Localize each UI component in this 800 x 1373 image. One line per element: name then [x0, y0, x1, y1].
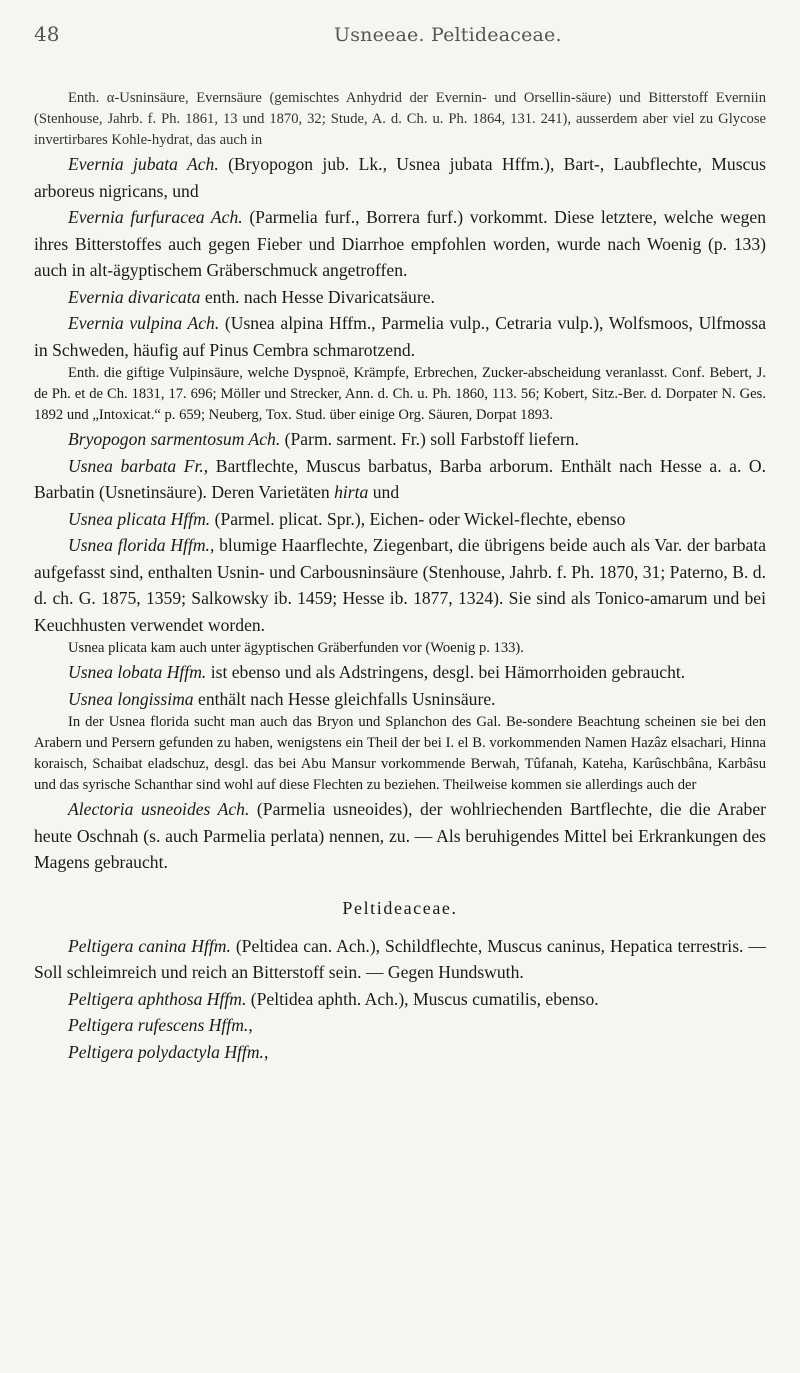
paragraph-text: (Usnea alpina Hffm., Parmelia vulp., Cetraria vulp.), Wolfsmoos, Ulfmossa in Schweden, häufig auf Pinus Cembra schmarotzend. — [34, 313, 767, 360]
paragraph — [34, 88, 766, 151]
paragraph-text: enthält nach Hesse gleichfalls Usninsäure. — [193, 688, 496, 709]
paragraph-text: Enth. α-Usninsäure, Evernsäure (gemischtes Anhydrid der Evernin- und Orsellin-säure) und Bitterstoff Everniin (Stenhouse, Jahrb. f. Ph. 1861, 13 und 1870, 32; Stude, A. d. Ch. u. Ph. 1864, 131. 241), ausserdem aber viel zu Glycose invertirbares Kohle-hydrat, das auch in — [34, 90, 766, 148]
paragraph — [34, 506, 766, 533]
paragraph-text: (Parmelia furf., Borrera furf.) vorkommt. Diese letztere, welche wegen ihres Bitterstoffes auch gegen Fieber und Diarrhoe empfohlen worden, wurde nach Woenig (p. 133) auch in alt-ägyptischem Gräberschmuck angetroffen. — [34, 207, 766, 280]
paragraph-text: und — [368, 482, 400, 502]
paragraph — [34, 310, 766, 363]
paragraph-text: (Bryopogon jub. Lk., Usnea jubata Hffm.), Bart-, Laubflechte, Muscus arboreus nigricans, und — [34, 154, 767, 201]
page-header — [34, 22, 766, 52]
paragraph — [34, 532, 766, 638]
paragraph-text: (Peltidea can. Ach.), Schildflechte, Muscus caninus, Hepatica terrestris. — Soll schleimreich und reich an Bitterstoff sein. — Gegen Hundswuth. — [34, 935, 766, 982]
paragraph-text: (Parmelia usneoides), der wohlriechenden Bartflechte, die die Araber heute Oschnah (s. auch Parmelia perlata) nennen, zu. — Als beruhigendes Mittel bei Erkrankungen des Magens gebraucht. — [34, 799, 767, 872]
taxon-name: Peltigera rufescens Hffm. — [68, 1015, 249, 1035]
paragraph — [34, 363, 766, 426]
paragraph-text: (Parmel. plicat. Spr.), Eichen- oder Wickel-flechte, ebenso — [210, 508, 626, 529]
paragraph-text: enth. nach Hesse Divaricatsäure. — [200, 286, 435, 307]
taxon-name: Usnea florida Hffm. — [68, 535, 210, 555]
taxon-name: Peltigera canina Hffm. — [68, 935, 231, 956]
paragraph — [34, 453, 766, 506]
taxon-name: hirta — [334, 482, 369, 502]
running-head: Usneeae. Peltideaceae. — [334, 24, 562, 46]
taxon-name: Evernia furfuracea Ach. — [68, 207, 243, 227]
paragraph — [34, 659, 766, 686]
paragraph — [34, 1039, 766, 1066]
paragraph — [34, 712, 766, 796]
taxon-name: Usnea plicata Hffm. — [68, 508, 211, 529]
paragraph — [34, 638, 766, 659]
taxon-name: Bryopogon sarmentosum Ach. — [68, 429, 281, 449]
paragraph-text: ist ebenso und als Adstringens, desgl. bei Hämorrhoiden gebraucht. — [206, 662, 686, 682]
page-number: 48 — [34, 22, 60, 46]
taxon-name: Evernia vulpina Ach. — [68, 313, 220, 333]
taxon-name: Usnea barbata Fr. — [68, 455, 204, 476]
paragraph — [34, 986, 766, 1013]
paragraph-text: , — [248, 1015, 253, 1035]
section-heading: Peltideaceae. — [342, 897, 458, 918]
paragraph-text: , blumige Haarflechte, Ziegenbart, die übrigens beide auch als Var. der barbata aufgefasst sind, enthalten Usnin- und Carbousninsäure (Stenhouse, Jahrb. f. Ph. 1870, 31; Paterno, B. d. d. ch. G. 1875, 1359; Salkowsky ib. 1459; Hesse ib. 1877, 1324). Sie sind als Tonico-amarum und bei Keuchhusten verwendet worden. — [34, 535, 766, 635]
paragraph-text: , — [263, 1041, 269, 1062]
paragraph-text: , Bartflechte, Muscus barbatus, Barba arborum. Enthält nach Hesse a. a. O. Barbatin (Usnetinsäure). Deren Varietäten — [34, 455, 766, 502]
paragraph — [34, 284, 766, 311]
paragraph — [34, 1012, 766, 1039]
taxon-name: Usnea longissima — [68, 688, 194, 709]
section-text-block — [34, 933, 766, 1066]
paragraph — [34, 426, 766, 453]
taxon-name: Evernia divaricata — [68, 286, 201, 307]
paragraph — [34, 151, 766, 204]
paragraph — [34, 204, 766, 284]
main-text-block — [34, 88, 766, 876]
paragraph — [34, 933, 766, 986]
paragraph-text: In der Usnea florida sucht man auch das Bryon und Splanchon des Gal. Be-sondere Beachtung scheinen sie bei den Arabern und Persern gefunden zu haben, wenigstens ein Theil der bei I. el B. vorkommenden Namen Hazâz elsachari, Hinna koraisch, Schaibat eladschuz, desgl. das bei Abu Mansur vorkommende Berwah, Tûfanah, Kateha, Karûschbâna, Karbâsu und das syrische Schanthar sind wohl auf diese Flechten zu beziehen. Theilweise kommen sie allerdings auch der — [34, 714, 766, 793]
paragraph — [34, 796, 766, 876]
paragraph-text: Usnea plicata kam auch unter ägyptischen Gräberfunden vor (Woenig p. 133). — [68, 640, 524, 656]
paragraph-text: (Parm. sarment. Fr.) soll Farbstoff liefern. — [280, 429, 579, 449]
taxon-name: Peltigera aphthosa Hffm. — [68, 988, 247, 1009]
paragraph-text: Enth. die giftige Vulpinsäure, welche Dyspnoë, Krämpfe, Erbrechen, Zucker-abscheidung veranlasst. Conf. Bebert, J. de Ph. et de Ch. 1831, 17. 696; Möller und Strecker, Ann. d. Ch. u. Ph. 1860, 113. 56; Kobert, Sitz.-Ber. d. Dorpater N. Ges. 1892 und „Intoxicat.“ p. 659; Neuberg, Tox. Stud. über einige Org. Säuren, Dorpat 1893. — [34, 365, 766, 423]
taxon-name: Alectoria usneoides Ach. — [68, 799, 250, 819]
paragraph — [34, 686, 766, 713]
taxon-name: Usnea lobata Hffm. — [68, 662, 207, 682]
taxon-name: Evernia jubata Ach. — [68, 154, 219, 174]
paragraph-text: (Peltidea aphth. Ach.), Muscus cumatilis, ebenso. — [246, 988, 599, 1009]
taxon-name: Peltigera polydactyla Hffm. — [68, 1041, 264, 1062]
